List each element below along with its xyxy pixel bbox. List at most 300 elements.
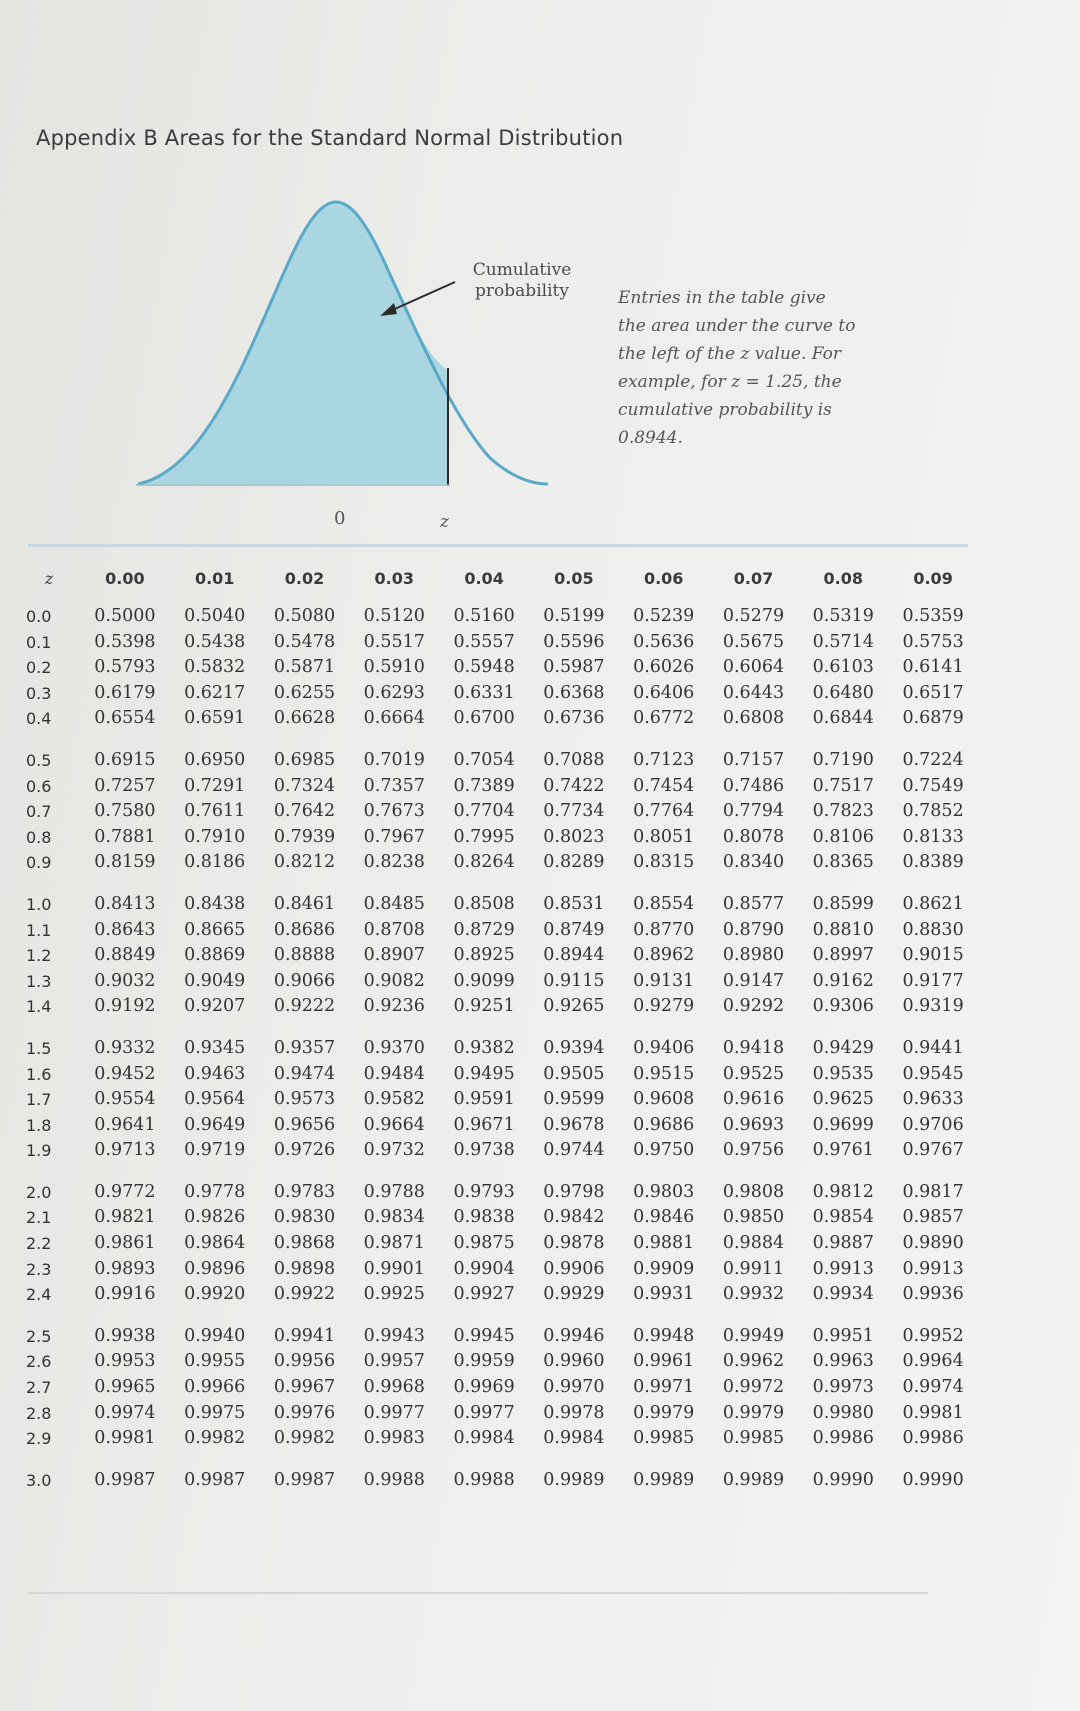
z-column-header: z xyxy=(44,568,54,588)
probability-cell: 0.9641 xyxy=(94,1114,156,1135)
probability-cell: 0.5040 xyxy=(184,606,246,626)
probability-cell: 0.9980 xyxy=(812,1402,874,1423)
spacer-cell xyxy=(18,1452,978,1468)
probability-cell: 0.9345 xyxy=(184,1037,246,1058)
probability-cell: 0.9932 xyxy=(722,1284,785,1305)
probability-cell: 0.8413 xyxy=(94,893,156,914)
probability-cell: 0.9756 xyxy=(722,1140,785,1161)
probability-cell: 0.9495 xyxy=(453,1063,515,1084)
probability-cell: 0.9761 xyxy=(812,1140,874,1161)
column-header: 0.09 xyxy=(913,568,953,588)
probability-cell: 0.6217 xyxy=(184,682,246,703)
probability-cell: 0.9861 xyxy=(94,1233,156,1254)
probability-cell: 0.9971 xyxy=(633,1377,695,1398)
probability-cell: 0.9147 xyxy=(722,970,785,991)
probability-cell: 0.9821 xyxy=(94,1207,156,1228)
probability-cell: 0.8365 xyxy=(812,852,874,873)
table-row xyxy=(18,969,978,995)
probability-cell: 0.9875 xyxy=(453,1233,515,1254)
probability-cell: 0.8577 xyxy=(722,893,785,914)
spacer-cell xyxy=(18,732,978,748)
probability-cell: 0.6664 xyxy=(363,708,425,729)
probability-cell: 0.9846 xyxy=(633,1207,695,1228)
probability-cell: 0.9985 xyxy=(722,1428,785,1449)
normal-curve-graphic xyxy=(0,190,1080,550)
probability-cell: 0.9904 xyxy=(453,1258,515,1279)
probability-cell: 0.9793 xyxy=(453,1181,515,1202)
table-row xyxy=(18,1349,978,1375)
probability-cell: 0.8133 xyxy=(902,826,964,847)
probability-cell: 0.8078 xyxy=(722,826,785,847)
probability-cell: 0.8438 xyxy=(184,893,246,914)
probability-cell: 0.9732 xyxy=(363,1140,425,1161)
z-value-cell: 2.7 xyxy=(26,1378,52,1398)
probability-cell: 0.9265 xyxy=(543,996,605,1017)
probability-cell: 0.9535 xyxy=(812,1063,874,1084)
probability-cell: 0.9977 xyxy=(363,1402,425,1423)
probability-cell: 0.8944 xyxy=(543,945,605,966)
z-table xyxy=(18,552,978,1493)
probability-cell: 0.5987 xyxy=(543,657,605,678)
probability-cell: 0.9940 xyxy=(184,1325,246,1346)
table-row xyxy=(18,748,978,774)
probability-cell: 0.9909 xyxy=(633,1258,695,1279)
probability-cell: 0.9951 xyxy=(812,1325,874,1346)
probability-cell: 0.9979 xyxy=(633,1402,695,1423)
probability-cell: 0.8643 xyxy=(94,919,156,940)
spacer-cell xyxy=(18,1164,978,1180)
axis-zero-label: 0 xyxy=(334,508,346,529)
probability-cell: 0.9957 xyxy=(363,1351,425,1372)
probability-cell: 0.8508 xyxy=(453,893,515,914)
probability-cell: 0.9986 xyxy=(812,1428,874,1449)
probability-cell: 0.9922 xyxy=(273,1284,336,1305)
probability-cell: 0.9192 xyxy=(94,996,156,1017)
probability-cell: 0.9664 xyxy=(363,1114,425,1135)
table-row xyxy=(18,850,978,876)
probability-cell: 0.6480 xyxy=(812,682,874,703)
probability-cell: 0.7549 xyxy=(902,775,964,796)
probability-cell: 0.6950 xyxy=(184,749,246,770)
z-value-cell: 0.2 xyxy=(26,658,52,678)
probability-cell: 0.6628 xyxy=(273,708,336,729)
probability-cell: 0.8830 xyxy=(902,919,964,940)
z-value-cell: 0.9 xyxy=(26,853,52,873)
probability-cell: 0.9370 xyxy=(363,1037,425,1058)
probability-cell: 0.9965 xyxy=(94,1377,156,1398)
probability-cell: 0.8810 xyxy=(812,919,874,940)
table-row xyxy=(18,825,978,851)
probability-cell: 0.6368 xyxy=(543,682,605,703)
probability-cell: 0.7910 xyxy=(184,826,246,847)
probability-cell: 0.9956 xyxy=(273,1351,336,1372)
probability-cell: 0.9744 xyxy=(543,1140,605,1161)
probability-cell: 0.9989 xyxy=(543,1469,605,1490)
group-spacer xyxy=(18,1164,978,1180)
probability-cell: 0.9599 xyxy=(543,1089,605,1110)
z-value-cell: 0.7 xyxy=(26,802,52,822)
table-row xyxy=(18,943,978,969)
probability-cell: 0.5398 xyxy=(94,631,156,652)
probability-cell: 0.9968 xyxy=(363,1377,425,1398)
probability-cell: 0.9817 xyxy=(902,1181,964,1202)
probability-cell: 0.9738 xyxy=(453,1140,515,1161)
probability-cell: 0.9808 xyxy=(722,1181,785,1202)
column-header: 0.07 xyxy=(733,568,774,588)
probability-cell: 0.9834 xyxy=(363,1207,425,1228)
probability-cell: 0.9989 xyxy=(722,1469,785,1490)
probability-cell: 0.7291 xyxy=(184,775,246,796)
probability-cell: 0.9978 xyxy=(543,1402,605,1423)
z-value-cell: 1.1 xyxy=(26,920,52,940)
column-header: 0.02 xyxy=(284,568,325,588)
table-row xyxy=(18,1062,978,1088)
probability-cell: 0.9616 xyxy=(722,1089,785,1110)
probability-cell: 0.9625 xyxy=(812,1089,874,1110)
probability-cell: 0.9990 xyxy=(812,1469,874,1490)
probability-cell: 0.9850 xyxy=(722,1207,785,1228)
probability-cell: 0.9418 xyxy=(722,1037,785,1058)
probability-cell: 0.9941 xyxy=(273,1325,336,1346)
probability-cell: 0.8980 xyxy=(722,945,785,966)
probability-cell: 0.9649 xyxy=(184,1114,246,1135)
probability-cell: 0.9953 xyxy=(94,1351,156,1372)
probability-cell: 0.9222 xyxy=(273,996,336,1017)
probability-cell: 0.9949 xyxy=(722,1325,785,1346)
probability-cell: 0.6736 xyxy=(543,708,605,729)
probability-cell: 0.9251 xyxy=(453,996,515,1017)
z-value-cell: 0.1 xyxy=(26,632,52,652)
probability-cell: 0.9854 xyxy=(812,1207,874,1228)
probability-cell: 0.7088 xyxy=(543,749,605,770)
probability-cell: 0.7673 xyxy=(363,801,425,822)
probability-cell: 0.9896 xyxy=(184,1258,246,1279)
probability-cell: 0.9463 xyxy=(184,1063,246,1084)
probability-cell: 0.9959 xyxy=(453,1351,515,1372)
probability-cell: 0.8790 xyxy=(722,919,785,940)
probability-cell: 0.8925 xyxy=(453,945,515,966)
probability-cell: 0.8485 xyxy=(363,893,425,914)
table-row xyxy=(18,681,978,707)
table-row xyxy=(18,994,978,1020)
probability-cell: 0.5793 xyxy=(94,657,156,678)
probability-cell: 0.9936 xyxy=(902,1284,964,1305)
probability-cell: 0.9987 xyxy=(94,1469,156,1490)
z-value-cell: 2.1 xyxy=(26,1208,52,1228)
probability-cell: 0.8531 xyxy=(543,893,605,914)
probability-cell: 0.5714 xyxy=(812,631,874,652)
probability-cell: 0.6293 xyxy=(363,682,425,703)
group-spacer xyxy=(18,1020,978,1036)
probability-cell: 0.6591 xyxy=(184,708,246,729)
probability-cell: 0.9783 xyxy=(273,1181,336,1202)
probability-cell: 0.9984 xyxy=(453,1428,515,1449)
probability-cell: 0.9177 xyxy=(902,970,964,991)
table-bottom-rule xyxy=(28,1592,928,1594)
probability-cell: 0.9972 xyxy=(722,1377,785,1398)
probability-cell: 0.7357 xyxy=(363,775,425,796)
normal-curve-figure xyxy=(0,190,1080,550)
probability-cell: 0.9974 xyxy=(94,1402,156,1423)
column-header: 0.04 xyxy=(464,568,504,588)
probability-cell: 0.9893 xyxy=(94,1258,156,1279)
probability-cell: 0.9429 xyxy=(812,1037,874,1058)
probability-cell: 0.5832 xyxy=(184,657,246,678)
probability-cell: 0.9678 xyxy=(543,1114,605,1135)
z-value-cell: 2.9 xyxy=(26,1429,52,1449)
probability-cell: 0.8106 xyxy=(812,826,874,847)
probability-cell: 0.6879 xyxy=(902,708,964,729)
probability-cell: 0.9693 xyxy=(722,1114,785,1135)
spacer-cell xyxy=(18,1020,978,1036)
probability-cell: 0.9830 xyxy=(273,1207,336,1228)
probability-cell: 0.9857 xyxy=(902,1207,964,1228)
explanation-note: Entries in the table give the area under the curve to the left of the z value. For example, for z = 1.25, the cumulative probability is 0.8944. xyxy=(618,288,856,448)
probability-cell: 0.5000 xyxy=(94,606,156,626)
probability-cell: 0.6915 xyxy=(94,749,156,770)
probability-cell: 0.9306 xyxy=(812,996,874,1017)
probability-cell: 0.9946 xyxy=(543,1325,605,1346)
z-value-cell: 1.7 xyxy=(26,1090,52,1110)
probability-cell: 0.7823 xyxy=(812,801,874,822)
probability-cell: 0.8770 xyxy=(633,919,695,940)
z-value-cell: 1.0 xyxy=(26,894,52,914)
probability-cell: 0.5596 xyxy=(543,631,605,652)
probability-cell: 0.7852 xyxy=(902,801,964,822)
table-row xyxy=(18,1113,978,1139)
z-value-cell: 2.4 xyxy=(26,1285,52,1305)
probability-cell: 0.9881 xyxy=(633,1233,695,1254)
probability-cell: 0.9131 xyxy=(633,970,695,991)
probability-cell: 0.9868 xyxy=(273,1233,336,1254)
probability-cell: 0.9406 xyxy=(633,1037,695,1058)
axis-z-label: z xyxy=(440,512,449,532)
probability-cell: 0.8023 xyxy=(543,826,605,847)
table-row xyxy=(18,1257,978,1283)
probability-cell: 0.8888 xyxy=(273,945,336,966)
probability-cell: 0.8159 xyxy=(94,852,156,873)
probability-cell: 0.6443 xyxy=(722,682,785,703)
group-spacer xyxy=(18,732,978,748)
table-row xyxy=(18,1087,978,1113)
probability-cell: 0.8997 xyxy=(812,945,874,966)
probability-cell: 0.9927 xyxy=(453,1284,515,1305)
probability-cell: 0.9955 xyxy=(184,1351,246,1372)
z-value-cell: 0.6 xyxy=(26,776,52,796)
probability-cell: 0.9916 xyxy=(94,1284,156,1305)
probability-cell: 0.5753 xyxy=(902,631,964,652)
probability-cell: 0.8238 xyxy=(363,852,425,873)
probability-cell: 0.5910 xyxy=(363,657,425,678)
column-header: 0.03 xyxy=(374,568,415,588)
probability-cell: 0.8051 xyxy=(633,826,695,847)
z-value-cell: 0.5 xyxy=(26,750,52,770)
probability-cell: 0.9901 xyxy=(363,1258,425,1279)
probability-cell: 0.7224 xyxy=(902,749,964,770)
probability-cell: 0.8315 xyxy=(633,852,695,873)
probability-cell: 0.9934 xyxy=(812,1284,874,1305)
probability-cell: 0.9788 xyxy=(363,1181,425,1202)
probability-cell: 0.8264 xyxy=(453,852,515,873)
probability-cell: 0.9441 xyxy=(902,1037,964,1058)
table-row xyxy=(18,706,978,732)
page-title: Appendix B Areas for the Standard Normal Distribution xyxy=(36,126,624,150)
column-header: 0.08 xyxy=(823,568,864,588)
probability-cell: 0.9943 xyxy=(363,1325,425,1346)
probability-cell: 0.9974 xyxy=(902,1377,964,1398)
probability-cell: 0.7257 xyxy=(94,775,156,796)
probability-cell: 0.9962 xyxy=(722,1351,785,1372)
probability-cell: 0.7939 xyxy=(273,826,336,847)
table-row xyxy=(18,1324,978,1350)
probability-cell: 0.9706 xyxy=(902,1114,964,1135)
probability-cell: 0.9987 xyxy=(184,1469,246,1490)
probability-cell: 0.7486 xyxy=(722,775,785,796)
table-row xyxy=(18,1138,978,1164)
z-value-cell: 2.3 xyxy=(26,1259,52,1279)
probability-cell: 0.9966 xyxy=(184,1377,246,1398)
probability-cell: 0.9887 xyxy=(812,1233,874,1254)
probability-cell: 0.7517 xyxy=(812,775,874,796)
probability-cell: 0.9812 xyxy=(812,1181,874,1202)
probability-cell: 0.9975 xyxy=(184,1402,246,1423)
probability-cell: 0.7794 xyxy=(722,801,785,822)
probability-cell: 0.6141 xyxy=(902,657,964,678)
probability-cell: 0.9162 xyxy=(812,970,874,991)
probability-cell: 0.9988 xyxy=(453,1469,515,1490)
probability-cell: 0.9066 xyxy=(273,970,336,991)
table-row xyxy=(18,774,978,800)
probability-cell: 0.7704 xyxy=(453,801,515,822)
probability-cell: 0.7157 xyxy=(722,749,785,770)
probability-cell: 0.7123 xyxy=(633,749,695,770)
probability-cell: 0.7019 xyxy=(363,749,425,770)
probability-cell: 0.6064 xyxy=(722,657,785,678)
probability-cell: 0.8849 xyxy=(94,945,156,966)
probability-cell: 0.5478 xyxy=(273,631,336,652)
probability-cell: 0.9767 xyxy=(902,1140,964,1161)
probability-cell: 0.9987 xyxy=(273,1469,336,1490)
probability-cell: 0.9750 xyxy=(633,1140,695,1161)
probability-cell: 0.9484 xyxy=(363,1063,425,1084)
shaded-area xyxy=(138,202,448,484)
probability-cell: 0.9983 xyxy=(363,1428,425,1449)
probability-cell: 0.9279 xyxy=(633,996,695,1017)
probability-cell: 0.9913 xyxy=(812,1258,874,1279)
table-row xyxy=(18,1205,978,1231)
z-value-cell: 2.2 xyxy=(26,1234,52,1254)
probability-cell: 0.7422 xyxy=(543,775,605,796)
probability-cell: 0.8389 xyxy=(902,852,964,873)
z-value-cell: 0.8 xyxy=(26,827,52,847)
probability-cell: 0.9989 xyxy=(633,1469,695,1490)
z-value-cell: 0.4 xyxy=(26,709,52,729)
probability-cell: 0.9452 xyxy=(94,1063,156,1084)
probability-cell: 0.7881 xyxy=(94,826,156,847)
probability-cell: 0.8461 xyxy=(273,893,336,914)
z-value-cell: 2.8 xyxy=(26,1403,52,1423)
probability-cell: 0.9864 xyxy=(184,1233,246,1254)
probability-cell: 0.5239 xyxy=(633,606,695,626)
probability-cell: 0.5279 xyxy=(722,606,785,626)
probability-cell: 0.6255 xyxy=(273,682,336,703)
probability-cell: 0.8729 xyxy=(453,919,515,940)
probability-cell: 0.9948 xyxy=(633,1325,695,1346)
z-value-cell: 0.0 xyxy=(26,607,52,626)
column-header: 0.01 xyxy=(194,568,235,588)
probability-cell: 0.7642 xyxy=(273,801,336,822)
probability-cell: 0.5675 xyxy=(722,631,785,652)
probability-cell: 0.6179 xyxy=(94,682,156,703)
z-value-cell: 1.8 xyxy=(26,1115,52,1135)
probability-cell: 0.9982 xyxy=(273,1428,336,1449)
table-row xyxy=(18,1401,978,1427)
probability-cell: 0.8186 xyxy=(184,852,246,873)
table-row xyxy=(18,799,978,825)
probability-cell: 0.8686 xyxy=(273,919,336,940)
probability-cell: 0.9981 xyxy=(94,1428,156,1449)
table-row xyxy=(18,1231,978,1257)
probability-cell: 0.6808 xyxy=(722,708,785,729)
z-value-cell: 1.4 xyxy=(26,997,52,1017)
probability-cell: 0.7995 xyxy=(453,826,515,847)
probability-cell: 0.7454 xyxy=(633,775,695,796)
table-header-row xyxy=(18,552,978,604)
probability-cell: 0.5517 xyxy=(363,631,425,652)
probability-cell: 0.9633 xyxy=(902,1089,964,1110)
probability-cell: 0.9525 xyxy=(722,1063,785,1084)
probability-cell: 0.9608 xyxy=(633,1089,695,1110)
group-spacer xyxy=(18,876,978,892)
probability-cell: 0.9382 xyxy=(453,1037,515,1058)
z-value-cell: 2.0 xyxy=(26,1182,52,1202)
probability-cell: 0.9931 xyxy=(633,1284,695,1305)
probability-cell: 0.8340 xyxy=(722,852,785,873)
probability-cell: 0.7734 xyxy=(543,801,605,822)
probability-cell: 0.5120 xyxy=(363,606,425,626)
probability-cell: 0.7764 xyxy=(633,801,695,822)
probability-cell: 0.8708 xyxy=(363,919,425,940)
column-header: 0.00 xyxy=(105,568,145,588)
probability-cell: 0.9332 xyxy=(94,1037,156,1058)
probability-cell: 0.5319 xyxy=(812,606,874,626)
probability-cell: 0.8749 xyxy=(543,919,605,940)
probability-cell: 0.9973 xyxy=(812,1377,874,1398)
table-row xyxy=(18,1426,978,1452)
probability-cell: 0.9671 xyxy=(453,1114,515,1135)
cumulative-probability-label: Cumulative probability xyxy=(472,260,572,301)
probability-cell: 0.9778 xyxy=(184,1181,246,1202)
probability-cell: 0.9878 xyxy=(543,1233,605,1254)
probability-cell: 0.9960 xyxy=(543,1351,605,1372)
probability-cell: 0.9236 xyxy=(363,996,425,1017)
probability-cell: 0.9082 xyxy=(363,970,425,991)
spacer-cell xyxy=(18,876,978,892)
probability-cell: 0.9686 xyxy=(633,1114,695,1135)
probability-cell: 0.6103 xyxy=(812,657,874,678)
probability-cell: 0.9963 xyxy=(812,1351,874,1372)
z-value-cell: 1.3 xyxy=(26,971,52,991)
probability-cell: 0.9979 xyxy=(722,1402,785,1423)
probability-cell: 0.7967 xyxy=(363,826,425,847)
probability-cell: 0.6517 xyxy=(902,682,964,703)
probability-cell: 0.6554 xyxy=(94,708,156,729)
probability-cell: 0.9952 xyxy=(902,1325,964,1346)
probability-cell: 0.5080 xyxy=(273,606,336,626)
table-row xyxy=(18,1468,978,1494)
z-value-cell: 3.0 xyxy=(26,1470,52,1490)
probability-cell: 0.7580 xyxy=(94,801,156,822)
